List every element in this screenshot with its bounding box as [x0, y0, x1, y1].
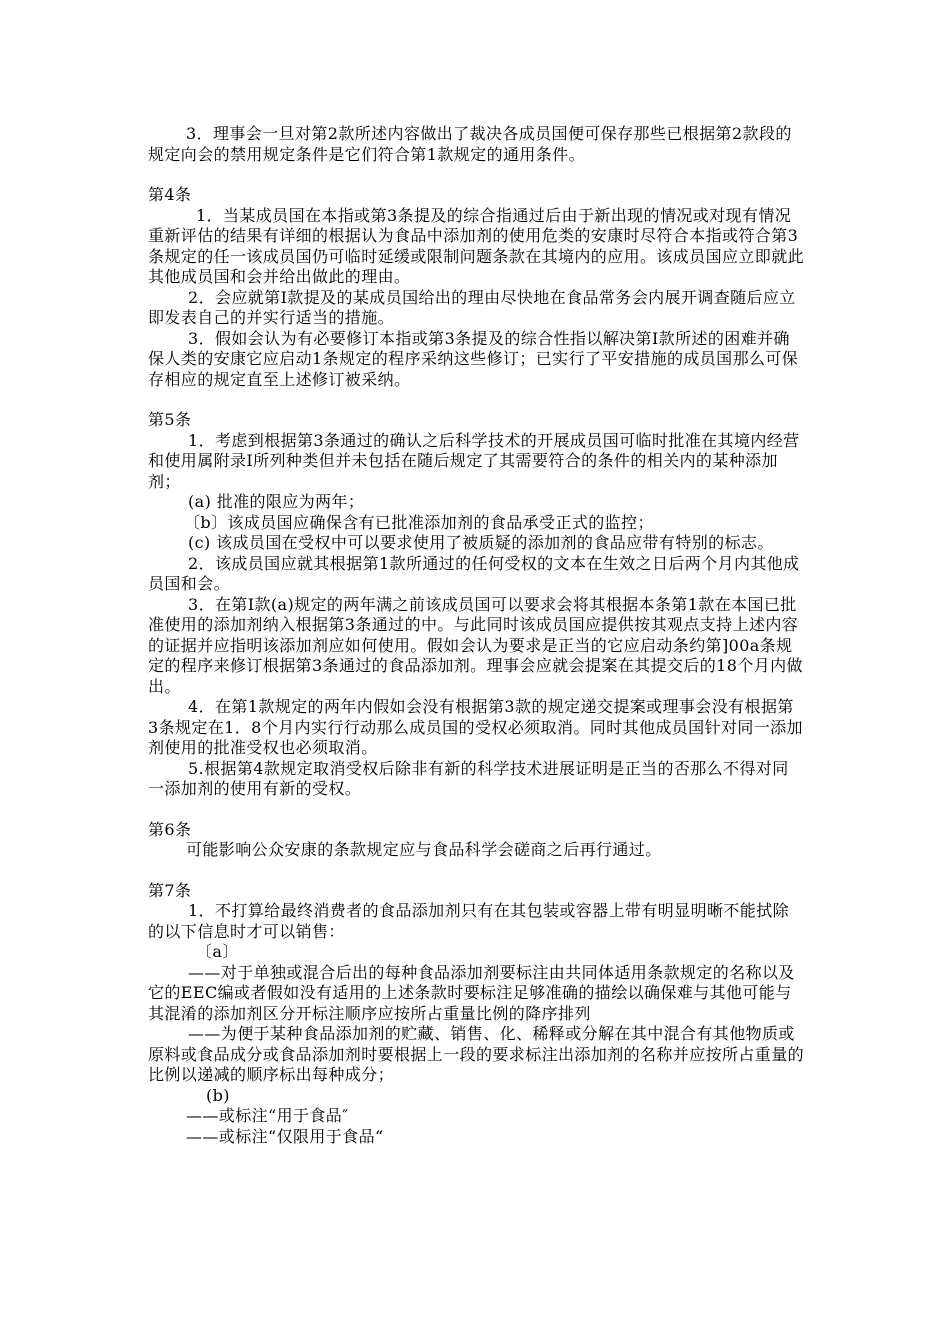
article7-item-b-line-2: ——或标注“仅限用于食品“: [186, 1126, 384, 1146]
article5-item-b: 〔b〕该成员国应确保含有已批准添加剂的食品承受正式的监控；: [184, 512, 654, 532]
article7-heading: 第7条: [148, 880, 192, 900]
article6-heading: 第6条: [148, 819, 192, 839]
article3-paragraph-3: 3．理事会一旦对第2款所述内容做出了裁决各成员国便可保存那些已根据第2款段的规定向会的禁用规定条件是它们符合第1款规定的通用条件。: [148, 124, 792, 164]
article5-item-c: (c) 该成员国在受权中可以要求使用了被质疑的添加剂的食品应带有特别的标志。: [188, 533, 774, 552]
article4-paragraph-2: 2．会应就第I款提及的某成员国给出的理由尽快地在食品常务会内展开调查随后应立即发表自己的并实行适当的措施。: [148, 287, 796, 327]
article7-item-a-label: 〔a〕: [196, 942, 239, 961]
article7-paragraph-1: 1．不打算给最终消费者的食品添加剂只有在其包装或容器上带有明显明晰不能拭除的以下信息时才可以销售：: [148, 901, 789, 941]
article5-paragraph-2: 2．该成员国应就其根据第1款所通过的任何受权的文本在生效之日后两个月内其他成员国和会。: [148, 553, 800, 593]
article5-paragraph-5: 5.根据第4款规定取消受权后除非有新的科学技术进展证明是正当的否那么不得对同一添加剂的使用有新的受权。: [148, 758, 789, 798]
article5-paragraph-4: 4．在第1款规定的两年内假如会没有根据第3款的规定递交提案或理事会没有根据第3条规定在1．8个月内实行行动那么成员国的受权必须取消。同时其他成员国针对同一添加剂使用的批准受权也必须取消。: [148, 697, 803, 757]
article4-paragraph-1: 1．当某成员国在本指或第3条提及的综合指通过后由于新出现的情况或对现有情况重新评估的结果有详细的根据认为食品中添加剂的使用危类的安康时尽符合本指或符合第3条规定的任一该成员国仍可临时延缓或限制问题条款在其境内的应用。该成员国应立即就此其他成员国和会并给出做此的理由。: [148, 205, 805, 286]
article4-paragraph-3: 3．假如会认为有必要修订本指或第3条提及的综合性指以解决第I款所述的困难并确保人类的安康它应启动1条规定的程序采纳这些修订；已实行了平安措施的成员国那么可保存相应的规定直至上述修订被采纳。: [148, 328, 799, 389]
spacer: [148, 390, 804, 410]
article7-item-b-label: (b): [206, 1085, 230, 1105]
article7-item-a-line-2: ——为便于某种食品添加剂的贮藏、销售、化、稀释或分解在其中混合有其他物质或原料或食品成分或食品添加剂时要根据上一段的要求标注出添加剂的名称并应按所占重量的比例以递减的顺序标出每种成分；: [148, 1024, 805, 1084]
article5-heading: 第5条: [148, 410, 192, 429]
article5-paragraph-3: 3．在第I款(a)规定的两年满之前该成员国可以要求会将其根据本条第1款在本国已批准使用的添加剂纳入根据第3条通过的中。与此同时该成员国应提供按其观点支持上述内容的证据并应指明该添加剂应如何使用。假如会认为要求是正当的它应启动条约第]00a条规定的程序来修订根据第3条通过的食品添加剂。理事会应就会提案在其提交后的18个月内做出。: [148, 594, 803, 696]
article7-item-b-line-1: ——或标注“用于食品″: [186, 1106, 349, 1125]
document-page: [148, 124, 804, 1147]
article6-paragraph-1: 可能影响公众安康的条款规定应与食品科学会磋商之后再行通过。: [186, 840, 662, 859]
article7-item-a-line-1: ——对于单独或混合后出的每种食品添加剂要标注由共同体适用条款规定的名称以及它的EEC编或者假如没有适用的上述条款时要标注足够准确的描绘以确保难与其他可能与其混淆的添加剂区分开标注顺序应按所占重量比例的降序排列: [148, 962, 795, 1023]
article5-paragraph-1: 1．考虑到根据第3条通过的确认之后科学技术的开展成员国可临时批准在其境内经营和使用属附录I所列种类但并未包括在随后规定了其需要符合的条件的相关内的某种添加剂；: [148, 430, 800, 491]
article4-heading: 第4条: [148, 185, 192, 204]
article5-item-a: (a) 批准的限应为两年；: [188, 492, 365, 511]
spacer: [148, 861, 804, 881]
spacer: [148, 165, 804, 185]
spacer: [148, 800, 804, 820]
